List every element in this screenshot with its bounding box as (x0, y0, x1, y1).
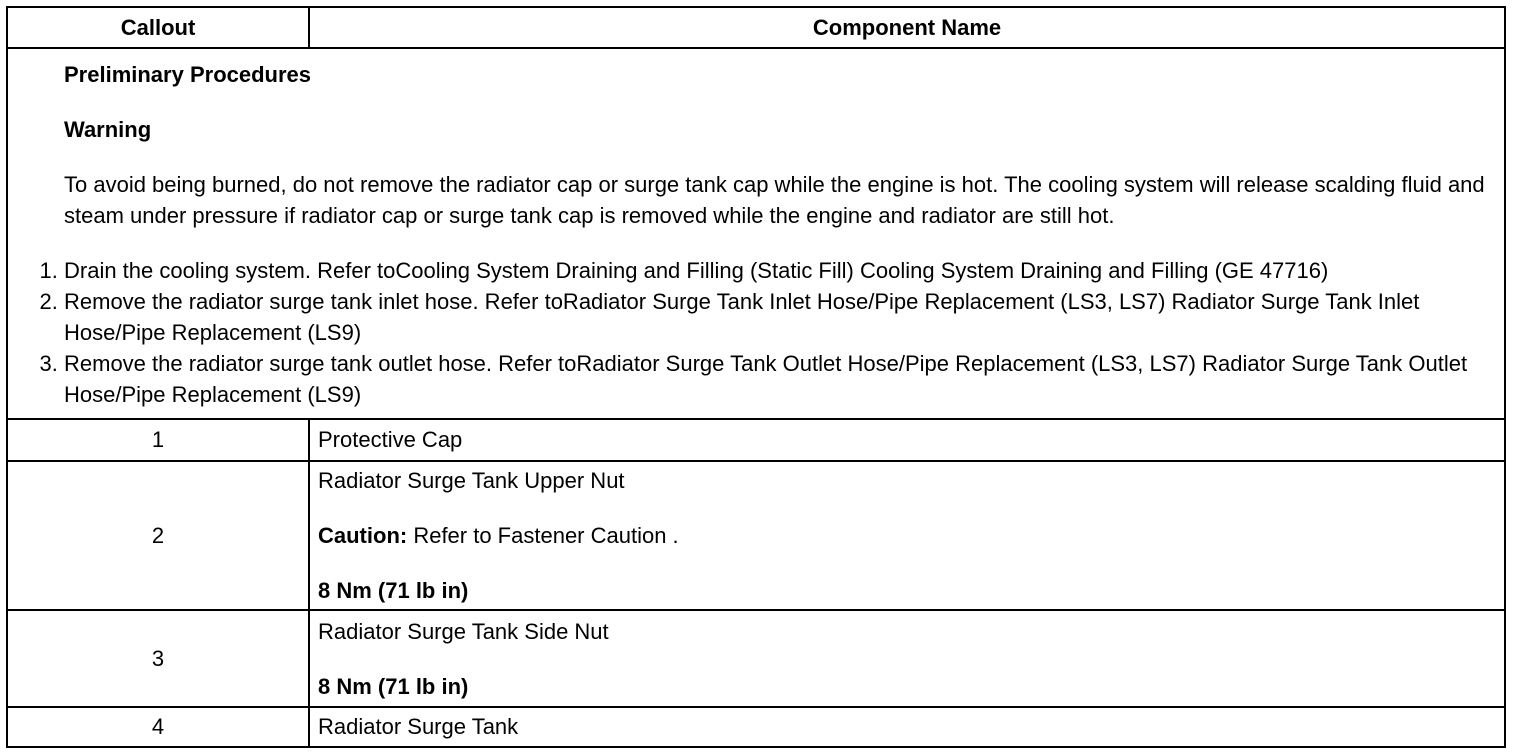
table-row (7, 610, 1505, 707)
preliminary-procedures (7, 48, 1505, 419)
component-name: Radiator Surge Tank Upper Nut (318, 468, 625, 493)
callout-cell: 3 (7, 610, 309, 707)
table-header-row (7, 7, 1505, 48)
procedure-step: 1. Drain the cooling system. Refer toCooling System Draining and Filling (Static Fill) Cooling System Draining and Filling (GE 47716) (64, 255, 1496, 286)
table-row (7, 707, 1505, 747)
component-table (6, 6, 1506, 748)
callout-header: Callout (7, 7, 309, 48)
preliminary-row (7, 48, 1505, 419)
callout-cell: 2 (7, 461, 309, 610)
warning-text: To avoid being burned, do not remove the radiator cap or surge tank cap while the engine is hot. The cooling system will release scalding fluid and steam under pressure if radiator cap or surge tank cap is removed while the engine and radiator are still hot. (64, 172, 1485, 228)
component-name: Radiator Surge Tank Side Nut (318, 618, 609, 644)
caution-note (318, 520, 1496, 551)
procedure-step: 2. Remove the radiator surge tank inlet hose. Refer toRadiator Surge Tank Inlet Hose/Pipe Replacement (LS3, LS7) Radiator Surge Tank Inlet Hose/Pipe Replacement (LS9) (64, 286, 1496, 348)
procedure-step: 3. Remove the radiator surge tank outlet hose. Refer toRadiator Surge Tank Outlet Hose/Pipe Replacement (LS3, LS7) Radiator Surge Tank Outlet Hose/Pipe Replacement (LS9) (64, 348, 1496, 410)
preliminary-heading: Preliminary Procedures (64, 62, 312, 87)
warning-title: Warning (64, 117, 152, 142)
callout-cell: 1 (7, 419, 309, 461)
component-name-cell (309, 461, 1505, 610)
torque-spec: 8 Nm (71 lb in) (318, 578, 469, 603)
caution-text: Refer to Fastener Caution . (407, 523, 679, 548)
callout-cell: 4 (7, 707, 309, 747)
table-row (7, 419, 1505, 461)
procedure-steps (30, 255, 1496, 410)
component-name-cell: Protective Cap (309, 419, 1505, 461)
table-row (7, 461, 1505, 610)
torque-spec: 8 Nm (71 lb in) (318, 673, 469, 699)
component-name-cell (309, 610, 1505, 707)
component-name-header: Component Name (309, 7, 1505, 48)
component-name-cell: Radiator Surge Tank (309, 707, 1505, 747)
caution-label: Caution: (318, 523, 408, 548)
